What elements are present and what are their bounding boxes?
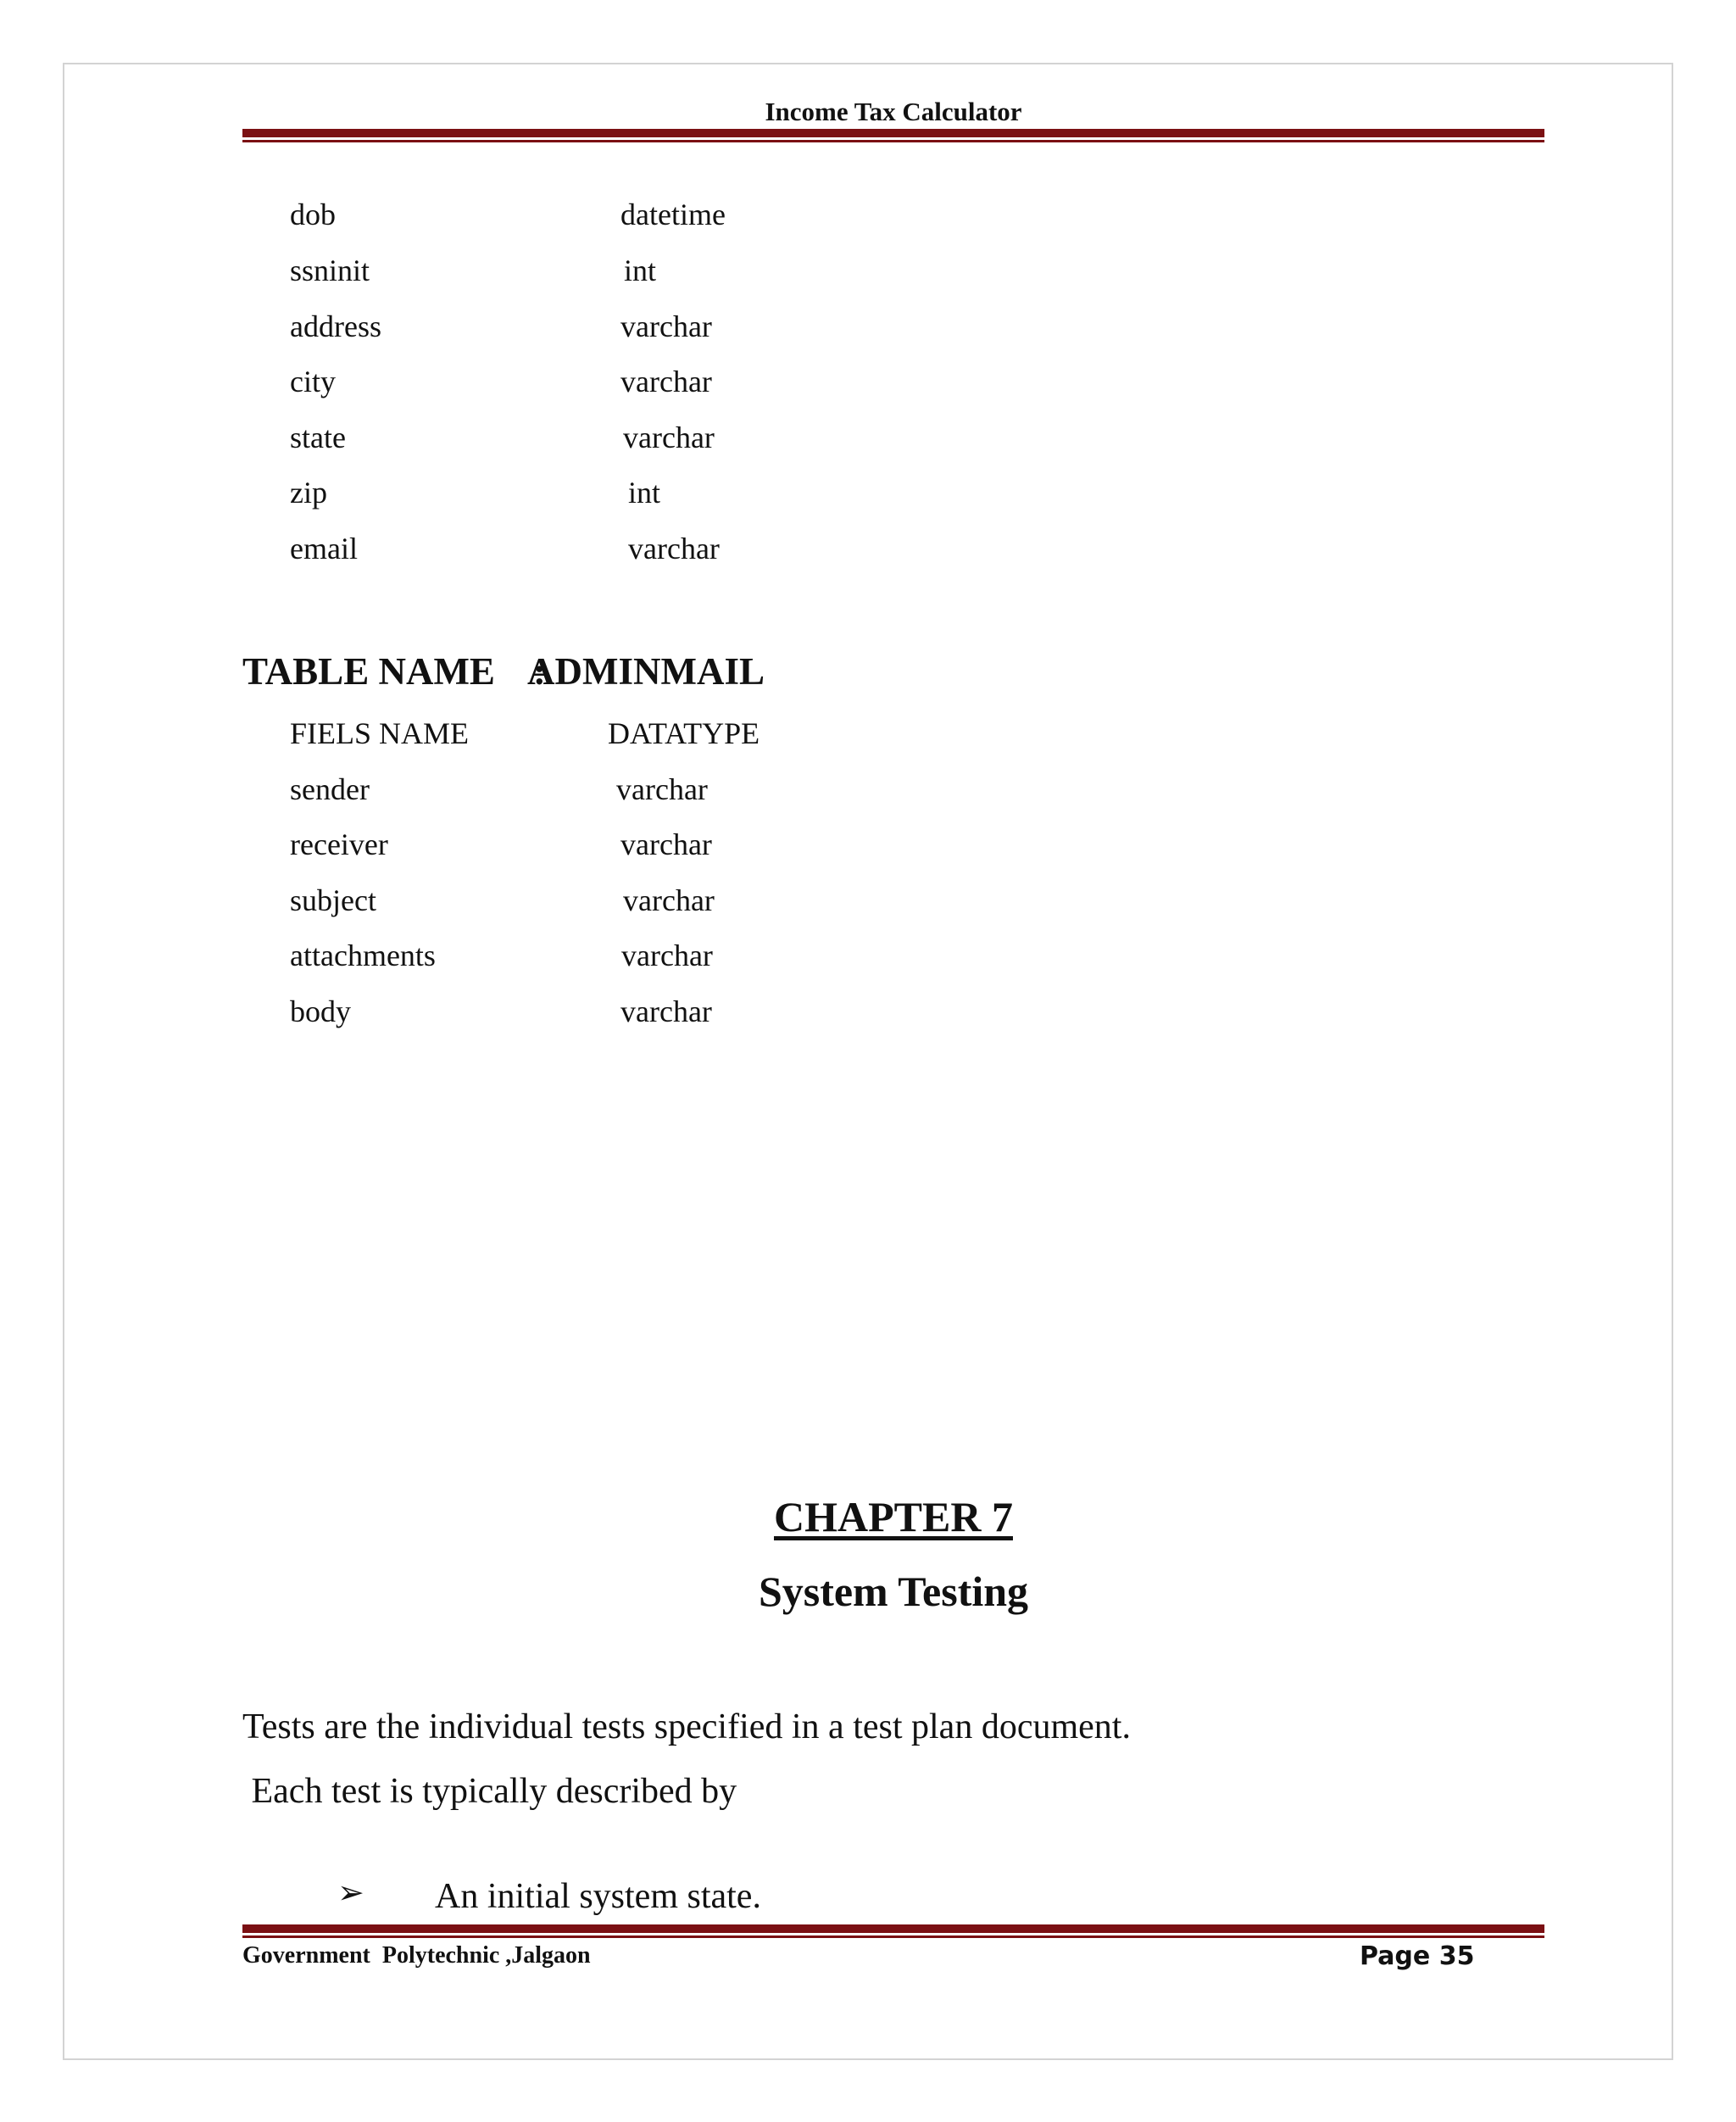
- field-name: body: [290, 994, 351, 1028]
- column-header-name: FIELS NAME: [290, 716, 470, 750]
- table-name-label: TABLE NAME :: [242, 650, 546, 693]
- table-name-value: ADMINMAIL: [527, 650, 765, 693]
- field-type: varchar: [628, 532, 720, 565]
- field-name: sender: [290, 772, 370, 806]
- field-name: attachments: [290, 938, 436, 972]
- body-paragraph: Tests are the individual tests specified in a test plan document.: [242, 1707, 1131, 1746]
- bullet-item: An initial system state.: [435, 1877, 761, 1916]
- field-name: dob: [290, 198, 336, 231]
- body-paragraph: Each test is typically described by: [242, 1772, 737, 1811]
- chapter-title: System Testing: [758, 1568, 1029, 1615]
- field-type: varchar: [620, 309, 712, 343]
- field-name: zip: [290, 476, 327, 510]
- footer-institution: Government Polytechnic ,Jalgaon: [242, 1942, 591, 1969]
- field-type: int: [628, 476, 661, 510]
- field-name: subject: [290, 883, 376, 917]
- page-number: Page 35: [1360, 1941, 1475, 1971]
- field-type: varchar: [620, 365, 712, 398]
- field-name: receiver: [290, 827, 388, 861]
- field-type: datetime: [620, 198, 726, 231]
- field-type: varchar: [621, 938, 713, 972]
- chapter-number: CHAPTER 7: [774, 1493, 1013, 1540]
- field-type: varchar: [623, 421, 715, 454]
- field-type: varchar: [620, 827, 712, 861]
- field-type: varchar: [620, 994, 712, 1028]
- field-name: ssninit: [290, 253, 370, 287]
- field-type: int: [624, 253, 657, 287]
- field-name: email: [290, 532, 358, 565]
- field-name: city: [290, 365, 336, 398]
- field-type: varchar: [616, 772, 708, 806]
- table-name-heading: [242, 649, 765, 693]
- field-type: varchar: [623, 883, 715, 917]
- arrow-bullet-icon: ➢: [337, 1874, 364, 1911]
- field-name: state: [290, 421, 346, 454]
- header-title: Income Tax Calculator: [765, 97, 1022, 126]
- column-header-type: DATATYPE: [608, 716, 760, 750]
- field-name: address: [290, 309, 381, 343]
- footer-rule: [242, 1924, 1544, 1938]
- header-rule: [242, 129, 1544, 142]
